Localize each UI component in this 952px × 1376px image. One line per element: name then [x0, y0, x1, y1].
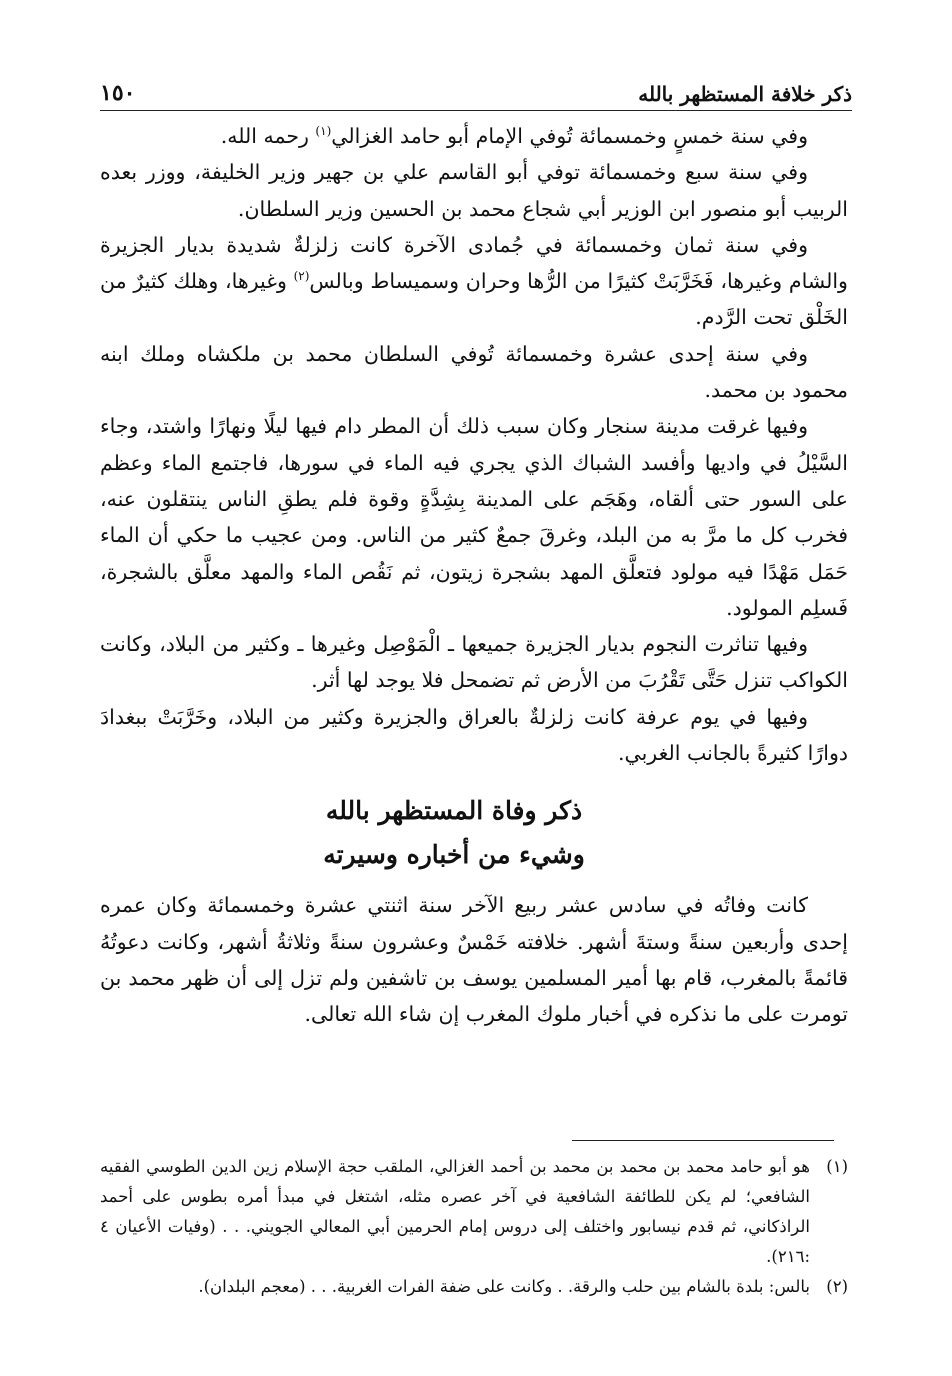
section-heading: [100, 789, 848, 877]
footnote-text: هو أبو حامد محمد بن محمد بن محمد بن أحمد الغزالي، الملقب حجة الإسلام زين الدين الطوسي الفقيه الشافعي؛ لم يكن للطائفة الشافعية في آخر عصره مثله، اشتغل في مبدأ أمره بطوس على أحمد الراذكاني، ثم قدم نيسابور واختلف إلى دروس إمام الحرمين أبي المعالي الجويني. . . (وفيات الأعيان ٤ :٢١٦).: [100, 1157, 810, 1266]
footnote-ref: (٢): [293, 269, 310, 284]
main-text: [100, 118, 848, 1033]
footnote-number: (٢): [826, 1277, 848, 1296]
footnote-number: (١): [826, 1157, 848, 1176]
footnote-rule: [572, 1140, 834, 1141]
footnotes: [100, 1152, 848, 1302]
header-rule: [100, 110, 852, 111]
paragraph: وفي سنة سبع وخمسمائة توفي أبو القاسم علي بن جهير وزير الخليفة، ووزر بعده الربيب أبو منصور ابن الوزير أبي شجاع محمد بن الحسين وزير السلطان.: [100, 160, 848, 221]
paragraph-tail: وغيرها، وهلك كثيرٌ من الخَلْق تحت الرَّدم.: [100, 269, 848, 330]
paragraph: [100, 118, 848, 154]
section-heading-line: ذكر وفاة المستظهر بالله: [325, 796, 583, 826]
footnote: [100, 1152, 848, 1272]
paragraph: وفيها غرقت مدينة سنجار وكان سبب ذلك أن المطر دام فيها ليلًا ونهارًا واشتد، وجاء السَّيْلُ في واديها وأفسد الشباك الذي يجري فيه الماء في سورها، فاجتمع الماء وعظم على السور حتى ألقاه، وهَجَم على المدينة بِشِدَّةٍ وقوة فلم يطقِ الناس ينتقلون عنه، فخرب كل ما مرَّ به من البلد، وغرقَ جمعٌ كثير من الناس. ومن عجيب ما حكي أن الماء حَمَل مَهْدًا فيه مولود فتعلَّق المهد بشجرة زيتون، ثم نَقُص الماء والمهد معلَّق بالشجرة، فَسلِم المولود.: [100, 414, 848, 620]
page-header: [100, 66, 852, 106]
paragraph-text: وفي سنة ثمان وخمسمائة في جُمادى الآخرة كانت زلزلةٌ شديدة بديار الجزيرة والشام وغيرها، فَخَرَّبَتْ كثيرًا من الرُّها وحران وسميساط وبالس: [100, 232, 848, 294]
paragraph: وفيها في يوم عرفة كانت زلزلةٌ بالعراق والجزيرة وكثير من البلاد، وخَرَّبَتْ ببغدادَ دوارًا كثيرةً بالجانب الغربي.: [100, 704, 848, 766]
paragraph: وفيها تناثرت النجوم بديار الجزيرة جميعها ـ الْمَوْصِل وغيرها ـ وكثير من البلاد، وكانت الكواكب تنزل حَتَّى تَقْرُبَ من الأرض ثم تضمحل فلا يوجد لها أثر.: [100, 632, 848, 693]
paragraph: كانت وفاتُه في سادس عشر ربيع الآخر سنة اثنتي عشرة وخمسمائة وكان عمره إحدى وأربعين سنةً وستةَ أشهر. خلافته خَمْسٌ وعشرون سنةً وثلاثةُ أشهر، وكانت دعوتُهُ قائمةً بالمغرب، قام بها أمير المسلمين يوسف بن تاشفين ولم تزل إلى أن ظهر محمد بن تومرت على ما نذكره في أخبار ملوك المغرب إن شاء الله تعالى.: [100, 893, 848, 1027]
paragraph-tail: رحمه الله.: [220, 124, 309, 148]
section-heading-line: وشيء من أخباره وسيرته: [323, 840, 585, 870]
footnote: [100, 1272, 848, 1302]
footnote-ref: (١): [315, 124, 332, 139]
paragraph-text: وفي سنة خمسٍ وخمسمائة تُوفي الإمام أبو حامد الغزالي: [331, 124, 808, 148]
paragraph: [100, 227, 848, 336]
paragraph: وفي سنة إحدى عشرة وخمسمائة تُوفي السلطان محمد بن ملكشاه وملك ابنه محمود بن محمد.: [100, 341, 848, 403]
page-number: ١٥٠: [100, 80, 136, 106]
running-title: ذكر خلافة المستظهر بالله: [638, 82, 852, 106]
footnote-text: بالس: بلدة بالشام بين حلب والرقة. . وكانت على ضفة الفرات الغربية. . . (معجم البلدان).: [198, 1277, 810, 1296]
